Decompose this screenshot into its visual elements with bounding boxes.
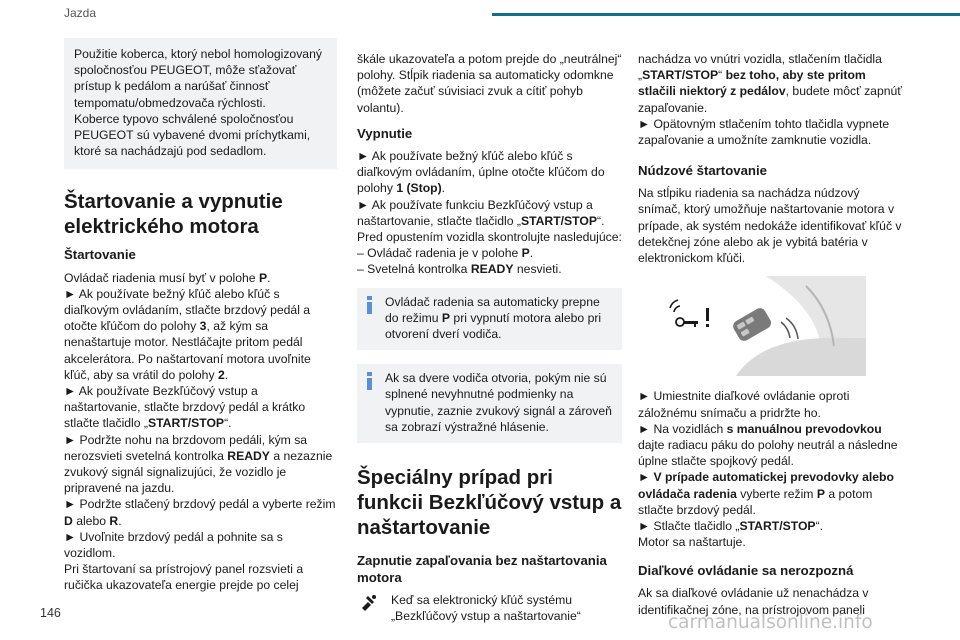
paragraph: Motor sa naštartuje. (638, 535, 746, 550)
keyless-entry-icon (357, 592, 379, 614)
paragraph: Ovládač riadenia musí byť v polohe P. (64, 270, 271, 285)
subheading-remote-not-detected: Diaľkové ovládanie sa nerozpozná (638, 563, 854, 579)
note-line: Koberce typovo schválené spoločnosťou (74, 111, 294, 126)
note-line: Použitie koberca, ktorý nebol homologizovaný (74, 47, 322, 61)
paragraph: Keď sa elektronický kľúč systému „Bezkľúčový vstup a naštartovanie“ (391, 593, 581, 624)
paragraph: ► Ak používate bežný kľúč alebo kľúč s diaľkovým ovládaním, stlačte brzdový pedál a otočte kľúčom do polohy 3, až kým sa nenaštartuje motor. Nestláčajte pritom pedál akcelerátora. Po naštartovaní motora uvoľnite kľúč, aby sa vrátil do polohy 2. (64, 286, 311, 382)
paragraph: – Ovládač radenia je v polohe P. (357, 246, 534, 261)
paragraph: ► Uvoľnite brzdový pedál a pohnite sa s vozidlom. (64, 529, 283, 561)
info-icon (367, 372, 372, 388)
paragraph: ► Umiestnite diaľkové ovládanie oproti záložnému snímaču a pridržte ho. (638, 389, 850, 420)
info-icon (367, 296, 372, 312)
info-text: Ak sa dvere vodiča otvoria, pokým nie sú splnené nevyhnutné podmienky na vypnutie, zaznie zvukový signál a zároveň sa zobrazí výstražné hlásenie. (385, 371, 612, 434)
paragraph: Ak sa diaľkové ovládanie už nenachádza v identifikačnej zóne, na prístrojovom paneli (638, 586, 869, 617)
note-line: PEUGEOT sú vybavené dvomi príchytkami, (74, 128, 311, 143)
note-line: ktoré sa nachádzajú pod sedadlom. (74, 144, 267, 159)
paragraph: ► Na vozidlách s manuálnou prevodovkou dajte radiacu páku do polohy neutrál a následne úplne stlačte spojkový pedál. (638, 421, 898, 469)
note-line: tempomatu/obmedzovača rýchlosti. (74, 95, 266, 110)
carpet-note-box (64, 38, 337, 169)
paragraph: – Svetelná kontrolka READY nesvieti. (357, 262, 562, 277)
note-line: prístup k pedálom a narúšať činnosť (74, 79, 270, 94)
steering-column-sensor-illustration (646, 276, 866, 376)
subheading-ignition: Zapnutie zapaľovania bez naštartovania motora (357, 553, 607, 586)
header-accent-bar (492, 13, 960, 16)
keyless-row (357, 592, 622, 624)
column-2 (357, 38, 622, 624)
paragraph: ► Ak používate bežný kľúč alebo kľúč s diaľkovým ovládaním, úplne otočte kľúčom do polohy 1 (Stop). (357, 149, 605, 196)
paragraph: Pri štartovaní sa prístrojový panel rozsvieti a ručička ukazovateľa energie prejde po celej (64, 562, 304, 593)
paragraph: Pred opustením vozidla skontrolujte nasledujúce: (357, 230, 622, 245)
info-box-auto-park (357, 288, 622, 351)
paragraph: ► Podržte nohu na brzdovom pedáli, kým sa nerozsvieti svetelná kontrolka READY a nezaznie zvukový signál signalizujúci, že vozidlo je pripravené na jazdu. (64, 432, 333, 496)
subheading-start: Štartovanie (64, 247, 136, 263)
note-line: spoločnosťou PEUGEOT, môže sťažovať (74, 63, 297, 78)
info-box-door-warning (357, 364, 622, 443)
column-1 (64, 38, 337, 594)
paragraph: škále ukazovateľa a potom prejde do „neutrálnej“ polohy. Stĺpik riadenia sa automaticky odomkne (môžete začuť súvisiaci zvuk a cítiť pohyb volantu). (357, 52, 622, 115)
subheading-stop: Vypnutie (357, 125, 413, 141)
watermark: carmanualsonline.info (668, 612, 873, 633)
paragraph: nachádza vo vnútri vozidla, stlačením tlačidla „START/STOP“ bez toho, aby ste pritom stlačili niektorý z pedálov, budete môcť zapnúť zapaľovanie. (638, 52, 902, 115)
page-number: 146 (40, 606, 61, 620)
paragraph: ► Ak používate Bezkľúčový vstup a naštartovanie, stlačte brzdový pedál a krátko stlačte tlačidlo „START/STOP“. (64, 384, 306, 431)
section-title-keyless: Špeciálny prípad pri funkcii Bezkľúčový vstup a naštartovanie (357, 466, 622, 540)
info-text: Ovládač radenia sa automaticky prepne do režimu P pri vypnutí motora alebo pri otvorení dverí vodiča. (385, 294, 602, 342)
section-title-start-stop: Štartovanie a vypnutie elektrického motora (64, 190, 283, 239)
paragraph: ► V prípade automatickej prevodovky alebo ovládača radenia vyberte režim P a potom stlačte brzdový pedál. (638, 470, 894, 517)
paragraph: Na stĺpiku riadenia sa nachádza núdzový snímač, ktorý umožňuje naštartovanie motora v prípade, ak systém nedokáže identifikovať kľúč v detekčnej zóne alebo ak je vybitá batéria v elektronickom kľúči. (638, 186, 902, 266)
column-3 (638, 38, 902, 618)
running-header: Jazda (64, 6, 97, 20)
paragraph: ► Stlačte tlačidlo „START/STOP“. (638, 519, 824, 534)
paragraph: ► Ak používate funkciu Bezkľúčový vstup a naštartovanie, stlačte tlačidlo „START/STOP“. (357, 197, 605, 228)
subheading-emergency-start: Núdzové štartovanie (638, 163, 767, 179)
paragraph: ► Podržte stlačený brzdový pedál a vyberte režim D alebo R. (64, 497, 336, 528)
paragraph: ► Opätovným stlačením tohto tlačidla vypnete zapaľovanie a umožníte zamknutie vozidla. (638, 116, 890, 148)
